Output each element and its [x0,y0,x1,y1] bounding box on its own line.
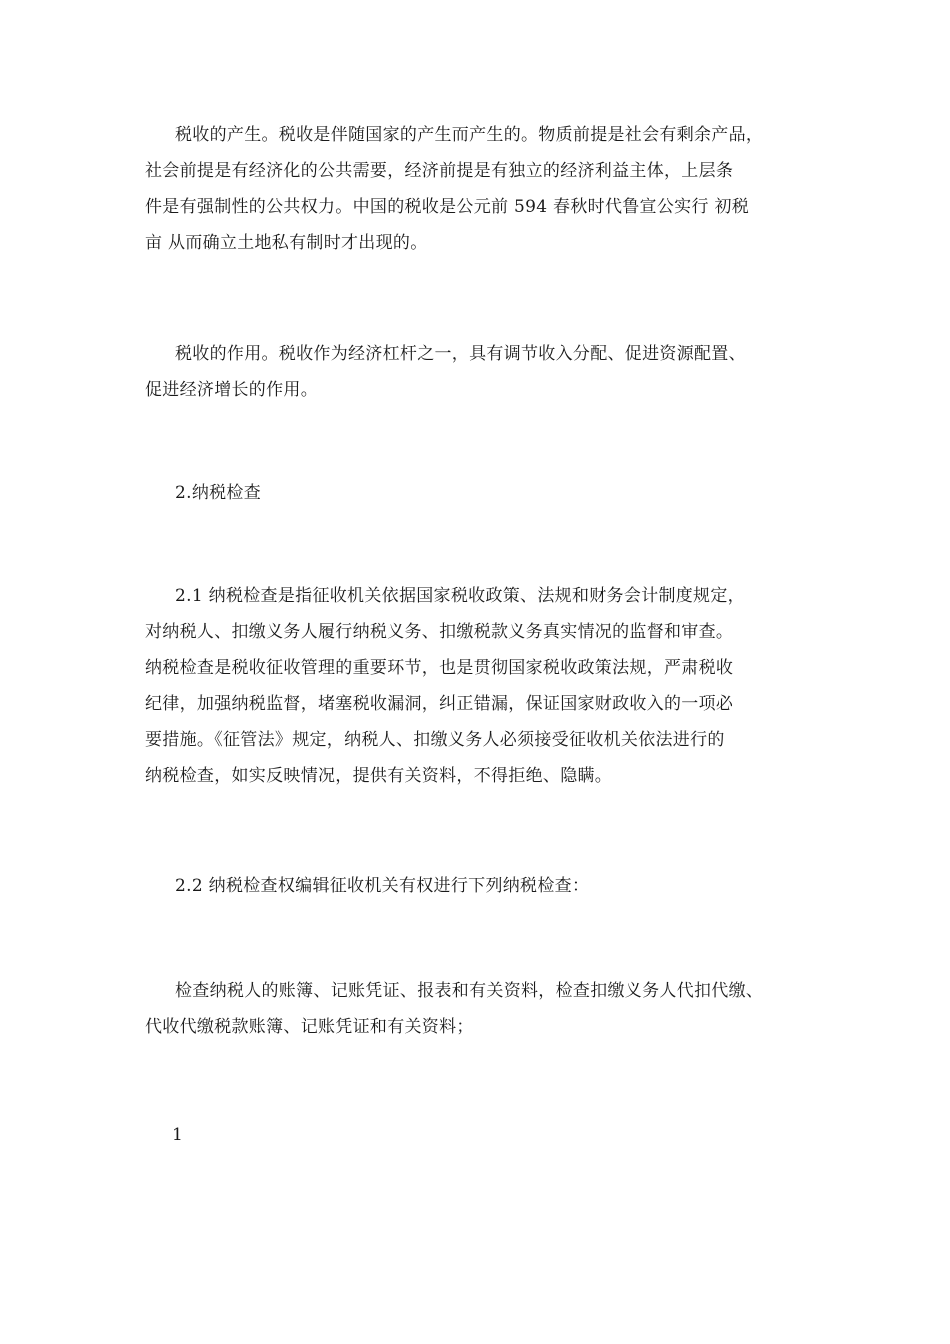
page-number: 1 [172,1125,183,1145]
paragraph-tax-function [145,336,815,408]
text-line: 纳税检查，如实反映情况，提供有关资料，不得拒绝、隐瞒。 [145,766,613,786]
text-line: 要措施。《征管法》规定，纳税人、扣缴义务人必须接受征收机关依法进行的 [145,730,725,750]
text-line: 纪律，加强纳税监督，堵塞税收漏洞，纠正错漏，保证国家财政收入的一项必 [145,694,734,714]
text-line: 税收的作用。税收作为经济杠杆之一，具有调节收入分配、促进资源配置、 [175,344,746,364]
text-line: 亩 从而确立土地私有制时才出现的。 [145,233,428,253]
section-heading [145,475,815,511]
text-line: 件是有强制性的公共权力。中国的税收是公元前 594 春秋时代鲁宣公实行 初税 [145,197,750,217]
text-line: 代收代缴税款账簿、记账凭证和有关资料； [145,1017,474,1037]
paragraph-tax-origin [145,117,815,261]
paragraph-inspection-items [145,973,815,1045]
text-line: 对纳税人、扣缴义务人履行纳税义务、扣缴税款义务真实情况的监督和审查。 [145,622,734,642]
text-line: 纳税检查是税收征收管理的重要环节，也是贯彻国家税收政策法规，严肃税收 [145,658,734,678]
text-line: 社会前提是有经济化的公共需要，经济前提是有独立的经济利益主体，上层条 [145,161,734,181]
text-line: 税收的产生。税收是伴随国家的产生而产生的。物质前提是社会有剩余产品， [175,125,764,145]
section-title: 2.纳税检查 [175,483,262,503]
text-line: 2.1 纳税检查是指征收机关依据国家税收政策、法规和财务会计制度规定， [175,586,745,606]
text-line: 2.2 纳税检查权编辑征收机关有权进行下列纳税检查： [175,876,590,896]
paragraph-inspection-rights [145,868,815,904]
paragraph-tax-inspection-definition [145,578,815,794]
text-line: 检查纳税人的账簿、记账凭证、报表和有关资料，检查扣缴义务人代扣代缴、 [175,981,764,1001]
text-line: 促进经济增长的作用。 [145,380,318,400]
